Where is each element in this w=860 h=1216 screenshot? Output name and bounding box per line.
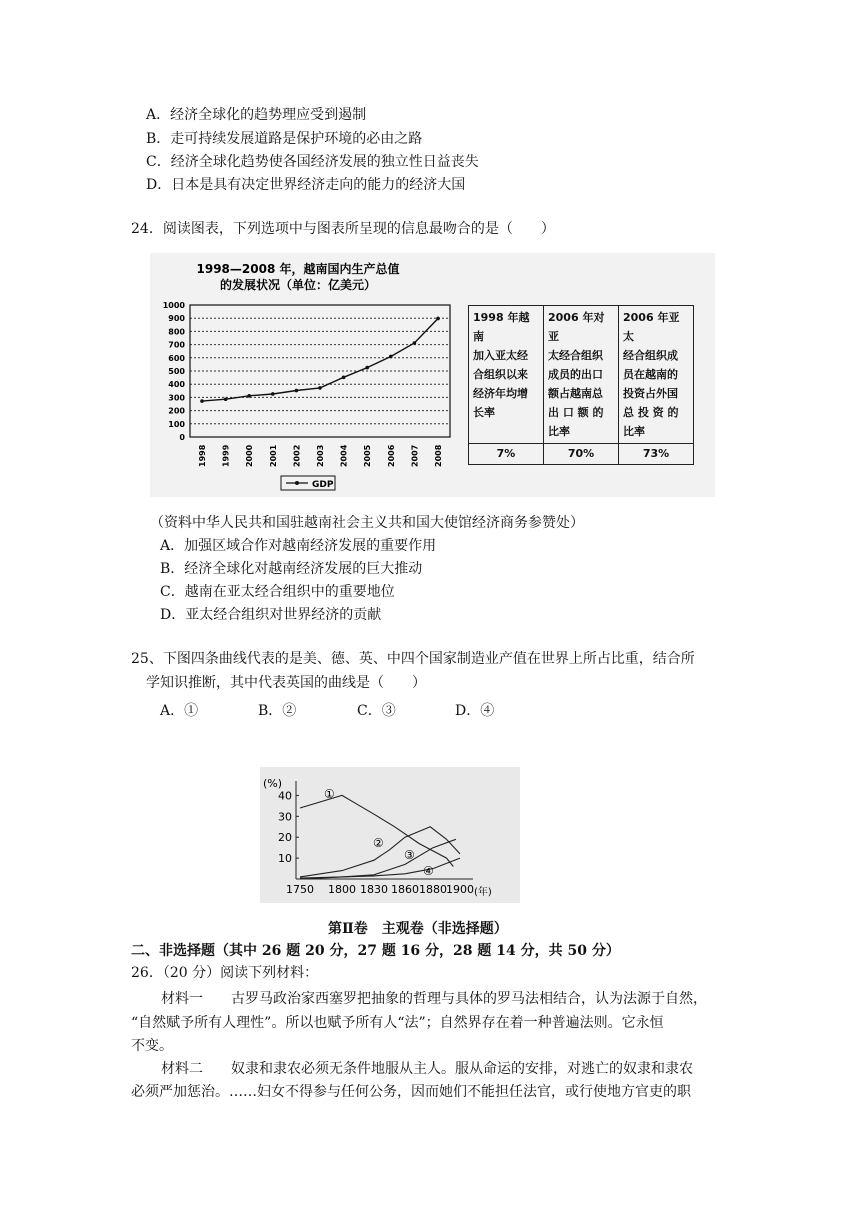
- material-2-line-1: 材料二 奴隶和隶农必须无条件地服从主人。服从命运的安排，对逃亡的奴隶和隶农: [161, 1061, 693, 1077]
- gdp-point: [413, 341, 417, 345]
- q25-x-tick-label: 1750: [286, 883, 314, 896]
- gdp-chart-title-2: 的发展状况（单位：亿美元）: [219, 278, 377, 292]
- q24-option-d: D．亚太经合组织对世界经济的贡献: [160, 607, 382, 623]
- curve-label-4: ④: [423, 864, 434, 878]
- table-label-line: 2006 年亚太: [623, 311, 680, 343]
- table-label-line: 总 投 资 的: [623, 406, 679, 419]
- gdp-y-tick-label: 200: [168, 406, 185, 416]
- q23-option-b: B．走可持续发展道路是保护环境的必由之路: [146, 131, 423, 147]
- curve-label-1: ①: [324, 787, 335, 801]
- gdp-x-tick-label: 2007: [410, 444, 420, 467]
- q24-stem: 24．阅读图表，下列选项中与图表所呈现的信息最吻合的是（ ）: [131, 221, 555, 237]
- gdp-point: [247, 394, 251, 398]
- q25-x-tick-label: 1900: [446, 883, 474, 896]
- q25-x-tick-label: 1860: [391, 883, 419, 896]
- table-cell-investment-value: 73%: [619, 444, 694, 465]
- table-label-line: 经合组织成: [623, 349, 678, 362]
- gdp-point: [200, 399, 204, 403]
- table-cell-investment-label: [619, 306, 694, 444]
- q25-y-tick-label: 10: [278, 852, 292, 866]
- table-label-line: 出 口 额 的: [548, 406, 604, 419]
- gdp-y-tick-label: 800: [168, 327, 185, 337]
- gdp-x-tick-label: 1999: [221, 444, 231, 467]
- table-label-line: 投资占外国: [623, 387, 678, 400]
- table-label-line: 加入亚太经: [473, 349, 528, 362]
- q25-option-c: C．③: [357, 703, 396, 719]
- q23-option-d: D．日本是具有决定世界经济走向的能力的经济大国: [146, 177, 466, 193]
- q25-option-d: D．④: [455, 703, 495, 719]
- gdp-y-tick-label: 400: [168, 380, 185, 390]
- section-heading: 二、非选择题（其中 26 题 20 分，27 题 16 分，28 题 14 分，共 50 分）: [131, 943, 620, 959]
- gdp-point: [389, 355, 393, 359]
- gdp-point: [318, 386, 322, 390]
- gdp-x-tick-label: 2006: [386, 444, 396, 467]
- gdp-x-tick-label: 2004: [339, 444, 349, 467]
- gdp-x-tick-label: 2003: [316, 444, 325, 467]
- table-label-line: 2006 年对亚: [548, 311, 605, 343]
- gdp-x-tick-label: 2008: [434, 444, 443, 467]
- gdp-y-tick-label: 0: [179, 433, 185, 442]
- material-1-line-3: 不变。: [131, 1038, 173, 1054]
- table-label-line: 合组织以来: [473, 368, 528, 381]
- curve-label-2: ②: [373, 836, 384, 850]
- q25-option-b: B．②: [258, 703, 297, 719]
- gdp-x-tick-label: 2002: [292, 444, 302, 467]
- gdp-point: [224, 397, 228, 401]
- table-label-line: 太经合组织: [548, 349, 603, 362]
- q25-x-tick-label: 1800: [328, 883, 356, 896]
- table-label-line: 员在越南的: [623, 368, 678, 381]
- q25-x-unit: (年): [474, 887, 492, 898]
- gdp-point: [436, 317, 440, 321]
- gdp-point: [295, 389, 299, 393]
- gdp-x-tick-label: 1998: [198, 444, 207, 467]
- q23-option-c: C．经济全球化趋势使各国经济发展的独立性日益丧失: [146, 154, 479, 170]
- material-1-line-1: 材料一 古罗马政治家西塞罗把抽象的哲理与具体的罗马法相结合，认为法源于自然，: [161, 991, 707, 1007]
- q25-option-a: A．①: [160, 703, 199, 719]
- section-title: 第Ⅱ卷 主观卷（非选择题）: [328, 921, 508, 937]
- curve-label-3: ③: [404, 848, 415, 862]
- table-label-line: 比率: [548, 425, 570, 438]
- vietnam-apec-table: [468, 305, 694, 465]
- q25-y-tick-label: 20: [278, 831, 292, 845]
- gdp-x-tick-label: 2005: [363, 444, 373, 467]
- gdp-y-tick-label: 600: [168, 353, 185, 363]
- table-label-line: 额占越南总: [548, 387, 603, 400]
- table-label-line: 比率: [623, 425, 645, 438]
- gdp-y-tick-label: 1000: [162, 301, 185, 310]
- q25-x-tick-label: 1880: [419, 883, 447, 896]
- q24-option-b: B．经济全球化对越南经济发展的巨大推动: [160, 561, 423, 577]
- q25-stem-line-1: 25、下图四条曲线代表的是美、德、英、中四个国家制造业产值在世界上所占比重，结合所: [131, 651, 695, 667]
- material-2-line-2: 必须严加惩治。……妇女不得参与任何公务，因而她们不能担任法官，或行使地方官吏的职: [131, 1084, 691, 1100]
- q23-option-a: A．经济全球化的趋势理应受到遏制: [146, 107, 367, 123]
- table-cell-growth-label: [469, 306, 544, 444]
- gdp-y-tick-label: 300: [168, 393, 185, 403]
- q24-source: （资料中华人民共和国驻越南社会主义共和国大使馆经济商务参赞处）: [150, 515, 584, 531]
- gdp-chart-title-1: 1998—2008 年，越南国内生产总值: [196, 262, 400, 276]
- q25-y-tick-label: 30: [278, 810, 292, 824]
- gdp-y-tick-label: 500: [168, 367, 185, 376]
- q25-y-tick-label: 40: [278, 789, 292, 803]
- material-1-line-2: “自然赋予所有人理性”。所以也赋予所有人“法”；自然界存在着一种普遍法则。它永恒: [131, 1015, 664, 1031]
- manufacturing-share-chart: [260, 767, 520, 903]
- gdp-legend-marker: [295, 481, 299, 485]
- table-label-line: 成员的出口: [548, 368, 603, 381]
- q24-option-c: C．越南在亚太经合组织中的重要地位: [160, 584, 395, 600]
- gdp-x-tick-label: 2000: [245, 444, 255, 467]
- q24-option-a: A．加强区域合作对越南经济发展的重要作用: [160, 538, 437, 554]
- gdp-y-tick-label: 900: [168, 314, 185, 324]
- q25-y-unit: (%): [263, 777, 283, 790]
- table-cell-growth-value: 7%: [469, 444, 544, 465]
- gdp-y-tick-label: 100: [168, 419, 185, 429]
- gdp-point: [365, 366, 369, 370]
- table-cell-export-value: 70%: [544, 444, 619, 465]
- gdp-point: [342, 376, 346, 380]
- gdp-x-tick-label: 2001: [268, 444, 278, 467]
- q26-stem: 26．（20 分）阅读下列材料：: [131, 965, 319, 981]
- q25-x-tick-label: 1830: [360, 883, 388, 896]
- gdp-legend-label: GDP: [312, 480, 334, 490]
- table-label-line: 经济年均增: [473, 387, 528, 400]
- gdp-point: [271, 392, 275, 396]
- q25-stem-line-2: 学知识推断，其中代表英国的曲线是（ ）: [146, 675, 426, 691]
- table-label-line: 1998 年越南: [473, 311, 530, 343]
- table-label-line: 长率: [473, 406, 495, 419]
- gdp-y-tick-label: 700: [168, 340, 185, 350]
- table-cell-export-label: [544, 306, 619, 444]
